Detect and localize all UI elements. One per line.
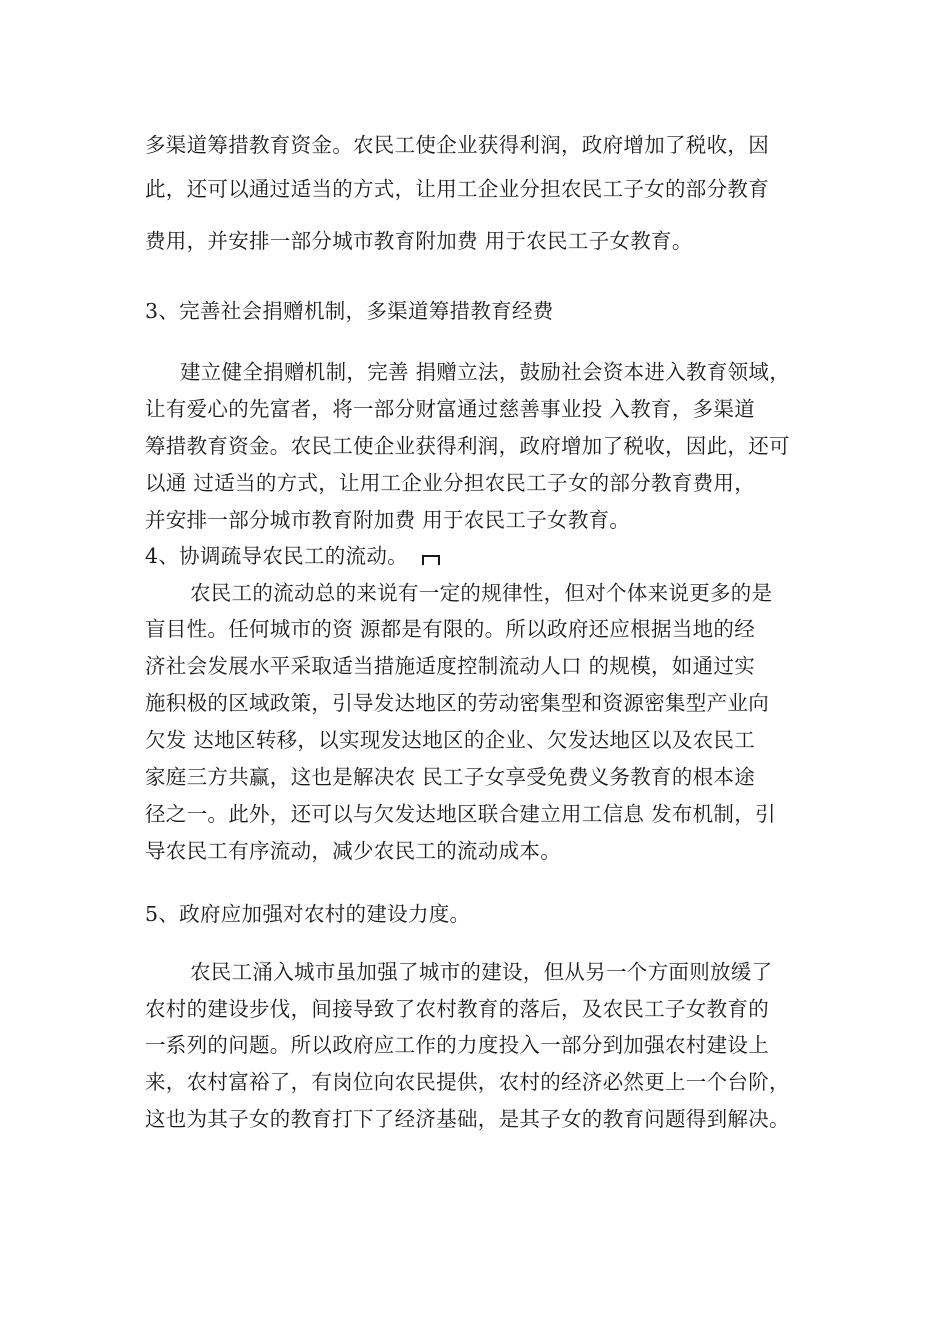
section-heading-4-text: 4、协调疏导农民工的流动。 <box>145 544 408 568</box>
paragraph-line: 欠发 达地区转移，以实现发达地区的企业、欠发达地区以及农民工 <box>145 728 756 752</box>
paragraph-line: 盲目性。任何城市的资 源都是有限的。所以政府还应根据当地的经 <box>145 617 756 641</box>
section-heading-5: 5、政府应加强对农村的建设力度。 <box>145 902 471 926</box>
paragraph-line: 家庭三方共赢，这也是解决农 民工子女享受免费义务教育的根本途 <box>145 765 756 789</box>
paragraph-line: 一系列的问题。所以政府应工作的力度投入一部分到加强农村建设上 <box>145 1033 769 1057</box>
paragraph-line: 这也为其子女的教育打下了经济基础，是其子女的教育问题得到解决。 <box>145 1107 790 1131</box>
paragraph-line: 并安排一部分城市教育附加费 用于农民工子女教育。 <box>145 508 631 532</box>
section-heading-3: 3、完善社会捐赠机制，多渠道筹措教育经费 <box>145 299 554 323</box>
paragraph-line: 费用，并安排一部分城市教育附加费 用于农民工子女教育。 <box>145 229 693 253</box>
paragraph-line: 农民工的流动总的来说有一定的规律性，但对个体来说更多的是 <box>190 581 773 605</box>
paragraph-line: 农民工涌入城市虽加强了城市的建设，但从另一个方面则放缓了 <box>190 960 773 984</box>
paragraph-line: 此，还可以通过适当的方式，让用工企业分担农民工子女的部分教育 <box>145 177 769 201</box>
paragraph-line: 导农民工有序流动，减少农民工的流动成本。 <box>145 839 561 863</box>
paragraph-line: 农村的建设步伐，间接导致了农村教育的落后，及农民工子女教育的 <box>145 997 769 1021</box>
paragraph-line: 施积极的区域政策，引导发达地区的劳动密集型和资源密集型产业向 <box>145 691 769 715</box>
paragraph-line: 筹措教育资金。农民工使企业获得利润，政府增加了税收，因此，还可 <box>145 434 790 458</box>
bracket-mark-icon <box>422 555 440 565</box>
paragraph-line: 济社会发展水平采取适当措施适度控制流动人口 的规模，如通过实 <box>145 654 756 678</box>
paragraph-line: 来，农村富裕了，有岗位向农民提供，农村的经济必然更上一个台阶， <box>145 1070 790 1094</box>
paragraph-line: 建立健全捐赠机制，完善 捐赠立法，鼓励社会资本进入教育领域， <box>180 360 791 384</box>
paragraph-line: 让有爱心的先富者，将一部分财富通过慈善事业投 入教育，多渠道 <box>145 397 756 421</box>
paragraph-line: 多渠道筹措教育资金。农民工使企业获得利润，政府增加了税收，因 <box>145 133 769 157</box>
section-heading-4 <box>145 542 440 570</box>
paragraph-line: 以通 过适当的方式，让用工企业分担农民工子女的部分教育费用， <box>145 471 756 495</box>
paragraph-line: 径之一。此外，还可以与欠发达地区联合建立用工信息 发布机制，引 <box>145 802 776 826</box>
